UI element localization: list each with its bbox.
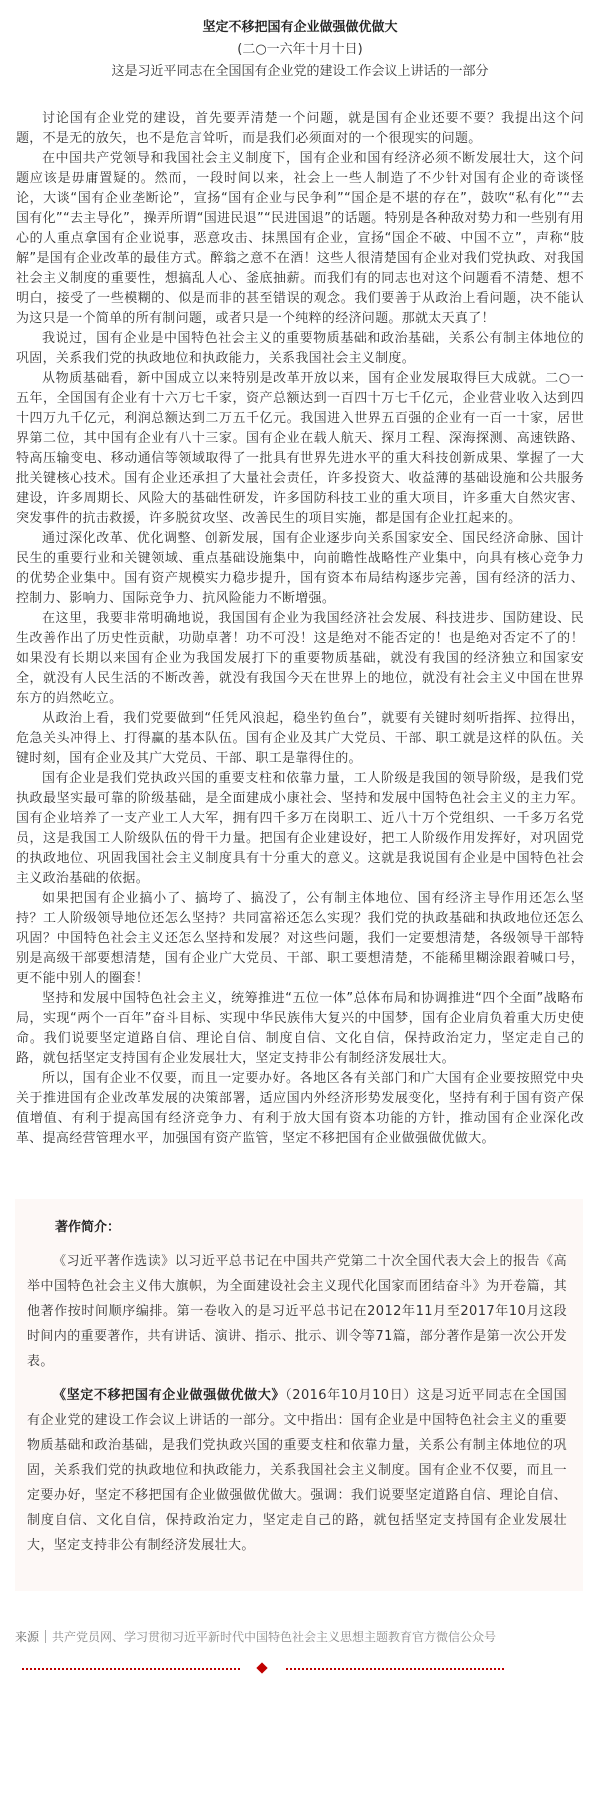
paragraph: 如果把国有企业搞小了、搞垮了、搞没了，公有制主体地位、国有经济主导作用还怎么坚持？工人阶级领导地位还怎么坚持？共同富裕还怎么实现？我们党的执政基础和执政地位还怎么巩固？中国特色社会主义还怎么坚持和发展？对这些问题，我们一定要想清楚，各级领导干部特别是高级干部要想清楚，国有企业广大党员、干部、职工要想清楚，不能稀里糊涂跟着喊口号，更不能中别人的圈套！ bbox=[16, 891, 584, 986]
article-date: (二○一六年十月十日) bbox=[237, 42, 363, 57]
paragraph: 从政治上看，我们党要做到“任凭风浪起，稳坐钓鱼台”，就要有关键时刻听指挥、拉得出，危急关头冲得上、打得赢的基本队伍。国有企业及其广大党员、干部、职工就是这样的队伍。关键时刻，国有企业及其广大党员、干部、职工是靠得住的。 bbox=[16, 711, 584, 766]
source-line bbox=[15, 1627, 600, 1647]
paragraph: 在这里，我要非常明确地说，我国国有企业为我国经济社会发展、科技进步、国防建设、民生改善作出了历史性贡献，功勋卓著！功不可没！这是绝对不能否定的！也是绝对否定不了的！如果没有长期以来国有企业为我国发展打下的重要物质基础，就没有我国的经济独立和国家安全，就没有人民生活的不断改善，就没有我国今天在世界上的地位，就没有社会主义中国在世界东方的岿然屹立。 bbox=[16, 611, 584, 706]
divider-dotted-line-right bbox=[286, 1668, 504, 1670]
intro-work-title: 《坚定不移把国有企业做强做优做大》 bbox=[53, 1388, 286, 1403]
article-title: 坚定不移把国有企业做强做优做大 bbox=[202, 20, 398, 35]
paragraph: 坚持和发展中国特色社会主义，统筹推进“五位一体”总体布局和协调推进“四个全面”战略布局，实现“两个一百年”奋斗目标、实现中华民族伟大复兴的中国梦，国有企业肩负着重大历史使命。我们说要坚定道路自信、理论自信、制度自信、文化自信，保持政治定力，坚定走自己的路，就包括坚定支持国有企业发展壮大，坚定支持非公有制经济发展壮大。 bbox=[16, 991, 584, 1066]
divider-dotted-line-left bbox=[22, 1668, 240, 1670]
diamond-icon bbox=[256, 1662, 267, 1673]
source-text: 共产党员网、学习贯彻习近平新时代中国特色社会主义思想主题教育官方微信公众号 bbox=[52, 1630, 497, 1644]
intro-paragraph bbox=[27, 1383, 567, 1558]
article-subtitle: 这是习近平同志在全国国有企业党的建设工作会议上讲话的一部分 bbox=[111, 64, 489, 79]
decorative-divider bbox=[0, 1661, 600, 1677]
paragraph: 我说过，国有企业是中国特色社会主义的重要物质基础和政治基础，关系公有制主体地位的巩固，关系我们党的执政地位和执政能力，关系我国社会主义制度。 bbox=[16, 331, 584, 366]
intro-work-description: （2016年10月10日）这是习近平同志在全国国有企业党的建设工作会议上讲话的一部分。文中指出：国有企业是中国特色社会主义的重要物质基础和政治基础，是我们党执政兴国的重要支柱和依靠力量，关系公有制主体地位的巩固，关系我们党的执政地位和执政能力，关系我国社会主义制度。国有企业不仅要，而且一定要办好，坚定不移把国有企业做强做优做大。强调：我们说要坚定道路自信、理论自信、制度自信、文化自信，保持政治定力，坚定走自己的路，就包括坚定支持国有企业发展壮大，坚定支持非公有制经济发展壮大。 bbox=[27, 1388, 567, 1553]
paragraph: 通过深化改革、优化调整、创新发展，国有企业逐步向关系国家安全、国民经济命脉、国计民生的重要行业和关键领域、重点基础设施集中，向前瞻性战略性产业集中，向具有核心竞争力的优势企业集中。国有资产规模实力稳步提升，国有资本布局结构逐步完善，国有经济的活力、控制力、影响力、国际竞争力、抗风险能力不断增强。 bbox=[16, 531, 584, 606]
paragraph: 从物质基础看，新中国成立以来特别是改革开放以来，国有企业发展取得巨大成就。二○一五年，全国国有企业有十六万七千家，资产总额达到一百四十万七千亿元，企业营业收入达到四十四万九千亿元，利润总额达到二万五千亿元。我国进入世界五百强的企业有一百一十家，居世界第二位，其中国有企业有八十三家。国有企业在载人航天、探月工程、深海探测、高速铁路、特高压输变电、移动通信等领域取得了一批具有世界先进水平的重大科技创新成果、掌握了一大批关键核心技术。国有企业还承担了大量社会责任，许多投资大、收益薄的基础设施和公共服务建设，许多周期长、风险大的基础性研发，许多国防科技工业的重大项目，许多重大自然灾害、突发事件的抗击救援，许多脱贫攻坚、改善民生的项目实施，都是国有企业扛起来的。 bbox=[16, 371, 584, 526]
paragraph: 在中国共产党领导和我国社会主义制度下，国有企业和国有经济必须不断发展壮大，这个问题应该是毋庸置疑的。然而，一段时间以来，社会上一些人制造了不少针对国有企业的奇谈怪论，大谈“国有企业垄断论”，宣扬“国有企业与民争利”“国企是不堪的存在”，鼓吹“私有化”“去国有化”“去主导化”，操弄所谓“国进民退”“民进国退”的话题。特别是各种敌对势力和一些别有用心的人重点拿国有企业说事，恶意攻击、抹黑国有企业，宣扬“国企不破、中国不立”，声称“肢解”是国有企业改革的最佳方式。醉翁之意不在酒！这些人很清楚国有企业对我们党执政、对我国社会主义制度的重要性，想搞乱人心、釜底抽薪。而我们有的同志也对这个问题看不清楚、想不明白，接受了一些模糊的、似是而非的甚至错误的观念。我们要善于从政治上看问题，决不能认为这只是一个简单的所有制问题，或者只是一个纯粹的经济问题。那就太天真了！ bbox=[16, 151, 584, 326]
paragraph: 国有企业是我们党执政兴国的重要支柱和依靠力量，工人阶级是我国的领导阶级，是我们党执政最坚实最可靠的阶级基础，是全面建成小康社会、坚持和发展中国特色社会主义的主力军。国有企业培养了一支产业工人大军，拥有四千多万在岗职工、近八十万个党组织、一千多万名党员，这是我国工人阶级队伍的骨干力量。把国有企业建设好，把工人阶级作用发挥好，对巩固党的执政地位、巩固我国社会主义制度具有十分重大的意义。这就是我说国有企业是中国特色社会主义政治基础的依据。 bbox=[16, 771, 584, 886]
intro-paragraph: 《习近平著作选读》以习近平总书记在中国共产党第二十次全国代表大会上的报告《高举中国特色社会主义伟大旗帜，为全面建设社会主义现代化国家而团结奋斗》为开卷篇，其他著作按时间顺序编排。第一卷收入的是习近平总书记在2012年11月至2017年10月这段时间内的重要著作，共有讲话、演讲、指示、批示、训令等71篇，部分著作是第一次公开发表。 bbox=[27, 1254, 567, 1369]
paragraph: 所以，国有企业不仅要，而且一定要办好。各地区各有关部门和广大国有企业要按照党中央关于推进国有企业改革发展的决策部署，适应国内外经济形势发展变化，坚持有利于国有资产保值增值、有利于提高国有经济竞争力、有利于放大国有资本功能的方针，推动国有企业深化改革、提高经营管理水平，加强国有资产监管，坚定不移把国有企业做强做优做大。 bbox=[16, 1071, 584, 1146]
source-separator bbox=[45, 1630, 46, 1643]
article-body bbox=[16, 109, 584, 1149]
intro-heading: 著作简介： bbox=[55, 1220, 121, 1235]
source-label: 来源 bbox=[15, 1630, 40, 1644]
paragraph: 讨论国有企业党的建设，首先要弄清楚一个问题，就是国有企业还要不要？我提出这个问题，不是无的放矢，也不是危言耸听，而是我们必须面对的一个很现实的问题。 bbox=[16, 111, 584, 146]
work-introduction-box bbox=[15, 1199, 583, 1591]
